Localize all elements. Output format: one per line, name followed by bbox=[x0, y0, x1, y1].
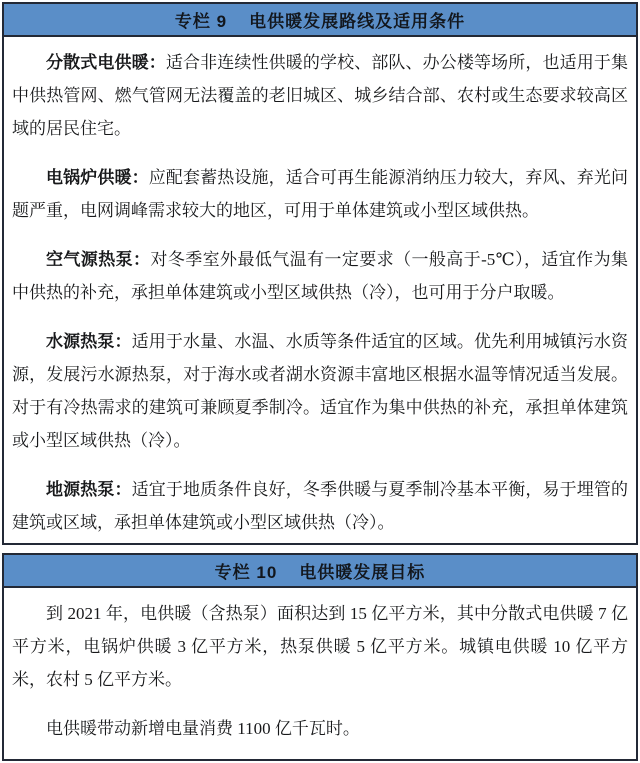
box-10-label: 专栏 10 bbox=[214, 563, 278, 582]
paragraph-lead: 地源热泵： bbox=[46, 480, 132, 499]
box-9-title: 电供暖发展路线及适用条件 bbox=[249, 12, 466, 31]
box-9-header bbox=[4, 4, 636, 37]
column-box-10 bbox=[2, 553, 638, 761]
column-box-9 bbox=[2, 2, 638, 545]
paragraph-electric-boiler-heating bbox=[12, 161, 628, 227]
paragraph-heating-area-target bbox=[12, 597, 628, 696]
paragraph-ground-source-heat-pump bbox=[12, 473, 628, 539]
paragraph-lead: 分散式电供暖： bbox=[46, 53, 166, 72]
paragraph-lead: 空气源热泵： bbox=[46, 250, 151, 269]
box-9-label: 专栏 9 bbox=[174, 12, 228, 31]
paragraph-text: 适用于水量、水温、水质等条件适宜的区域。优先利用城镇污水资源，发展污水源热泵，对于海水或者湖水资源丰富地区根据水温等情况适当发展。对于有冷热需求的建筑可兼顾夏季制冷。适宜作为集中供热的补充，承担单体建筑或小型区域供热（冷）。 bbox=[12, 332, 629, 450]
paragraph-lead: 电锅炉供暖： bbox=[46, 168, 149, 187]
paragraph-text: 应配套蓄热设施，适合可再生能源消纳压力较大，弃风、弃光问题严重，电网调峰需求较大的地区，可用于单体建筑或小型区域供热。 bbox=[12, 168, 629, 220]
paragraph-text: 电供暖带动新增电量消费 1100 亿千瓦时。 bbox=[46, 719, 360, 738]
paragraph-lead: 水源热泵： bbox=[46, 332, 132, 351]
paragraph-text: 对冬季室外最低气温有一定要求（一般高于-5℃），适宜作为集中供热的补充，承担单体建筑或小型区域供热（冷），也可用于分户取暖。 bbox=[12, 250, 628, 302]
paragraph-text: 适宜于地质条件良好，冬季供暖与夏季制冷基本平衡，易于埋管的建筑或区域，承担单体建筑或小型区域供热（冷）。 bbox=[12, 480, 629, 532]
box-10-body bbox=[4, 588, 636, 749]
paragraph-electricity-consumption-target bbox=[12, 712, 628, 745]
box-10-title: 电供暖发展目标 bbox=[299, 563, 426, 582]
paragraph-dispersed-electric-heating bbox=[12, 46, 628, 145]
box-9-body bbox=[4, 37, 636, 543]
paragraph-water-source-heat-pump bbox=[12, 325, 628, 457]
box-10-header bbox=[4, 555, 636, 588]
paragraph-text: 适合非连续性供暖的学校、部队、办公楼等场所，也适用于集中供热管网、燃气管网无法覆盖的老旧城区、城乡结合部、农村或生态要求较高区域的居民住宅。 bbox=[12, 53, 629, 138]
paragraph-air-source-heat-pump bbox=[12, 243, 628, 309]
paragraph-text: 到 2021 年，电供暖（含热泵）面积达到 15 亿平方米，其中分散式电供暖 7 亿平方米，电锅炉供暖 3 亿平方米，热泵供暖 5 亿平方米。城镇电供暖 10 亿平方米，农村 5 亿平方米。 bbox=[12, 604, 628, 689]
